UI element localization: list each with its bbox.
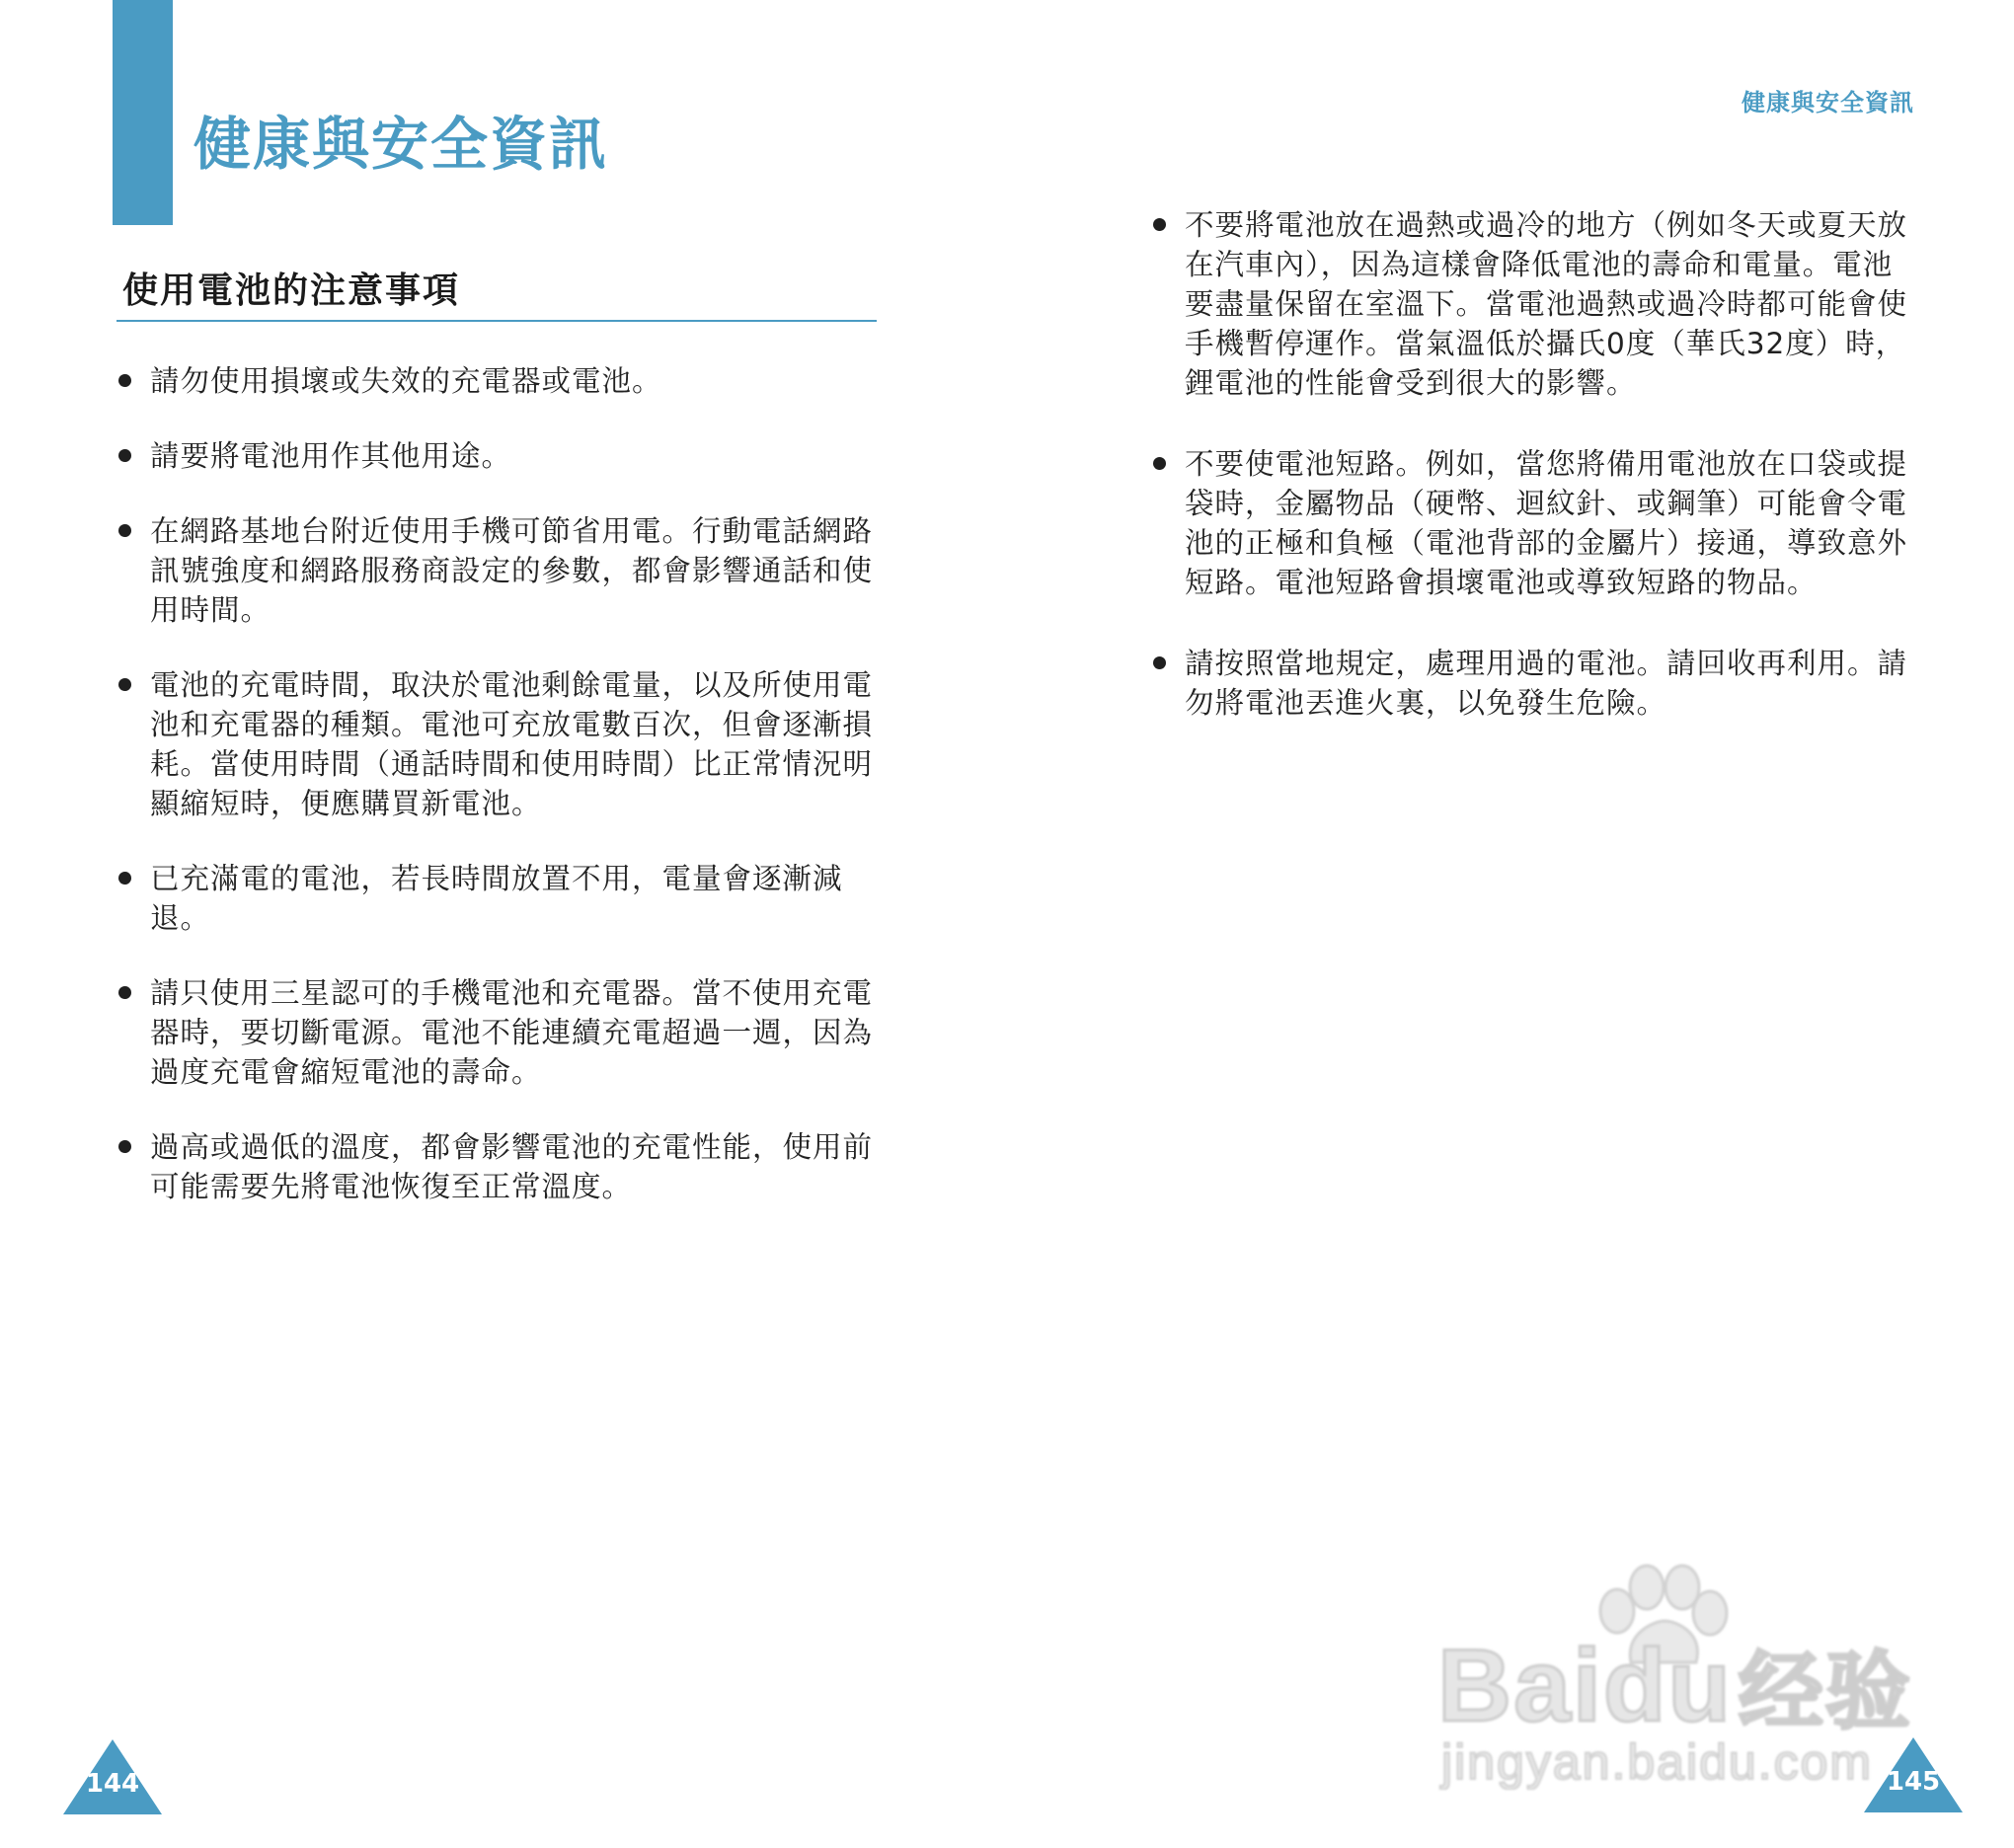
title-accent-bar (113, 0, 173, 225)
page-title: 健康與安全資訊 (194, 111, 609, 178)
bullet-icon (118, 1140, 131, 1153)
list-item (116, 665, 883, 823)
page-number-left (63, 1739, 162, 1814)
list-item (116, 859, 883, 938)
list-item-text: 電池的充電時間，取決於電池剩餘電量，以及所使用電池和充電器的種類。電池可充放電數百次，但會逐漸損耗。當使用時間（通話時間和使用時間）比正常情況明顯縮短時，便應購買新電池。 (150, 668, 874, 820)
bullet-icon (118, 524, 131, 537)
list-item-text: 不要將電池放在過熱或過冷的地方（例如冬天或夏天放在汽車內），因為這樣會降低電池的壽命和電量。電池要盡量保留在室溫下。當電池過熱或過冷時都可能會使手機暫停運作。當氣溫低於攝氏0度（華氏32度）時，鋰電池的性能會受到很大的影響。 (1185, 208, 1908, 400)
list-item (1151, 444, 1917, 602)
bullet-icon (118, 374, 131, 387)
page-number-text: 144 (85, 1769, 140, 1799)
bullet-icon (1153, 218, 1166, 231)
list-item-text: 請勿使用損壞或失效的充電器或電池。 (150, 364, 662, 398)
bullet-icon (118, 986, 131, 999)
baidu-watermark (1437, 1564, 1911, 1791)
list-item-text: 不要使電池短路。例如，當您將備用電池放在口袋或提袋時，金屬物品（硬幣、迴紋針、或鋼筆）可能會令電池的正極和負極（電池背部的金屬片）接通，導致意外短路。電池短路會損壞電池或導致短路的物品。 (1185, 447, 1908, 599)
section-heading: 使用電池的注意事項 (122, 270, 461, 311)
bullet-icon (1153, 457, 1166, 470)
list-item-text: 在網路基地台附近使用手機可節省用電。行動電話網路訊號強度和網路服務商設定的參數，都會影響通話和使用時間。 (150, 514, 874, 627)
list-item (116, 361, 883, 401)
watermark-brand: Baidu经验 (1437, 1629, 1912, 1743)
list-item (116, 1127, 883, 1206)
watermark-url: jingyan.baidu.com (1441, 1734, 1874, 1790)
section-divider (116, 320, 877, 322)
running-header: 健康與安全資訊 (1742, 89, 1914, 116)
list-item (116, 436, 883, 476)
list-item-text: 請按照當地規定，處理用過的電池。請回收再利用。請勿將電池丟進火裏，以免發生危險。 (1185, 647, 1908, 720)
list-item (1151, 644, 1917, 723)
left-column-bullet-list (116, 361, 883, 1242)
list-item-text: 請只使用三星認可的手機電池和充電器。當不使用充電器時，要切斷電源。電池不能連續充電超過一週，因為過度充電會縮短電池的壽命。 (150, 976, 874, 1089)
list-item (116, 511, 883, 630)
bullet-icon (118, 449, 131, 462)
right-column-bullet-list (1151, 205, 1917, 764)
bullet-icon (1153, 656, 1166, 669)
page-number-text: 145 (1886, 1767, 1941, 1797)
bullet-icon (118, 678, 131, 691)
bullet-icon (118, 872, 131, 885)
list-item-text: 過高或過低的溫度，都會影響電池的充電性能，使用前可能需要先將電池恢復至正常溫度。 (150, 1130, 874, 1203)
list-item-text: 請要將電池用作其他用途。 (150, 439, 512, 473)
list-item (116, 973, 883, 1092)
list-item (1151, 205, 1917, 403)
list-item-text: 已充滿電的電池，若長時間放置不用，電量會逐漸減退。 (150, 862, 843, 935)
